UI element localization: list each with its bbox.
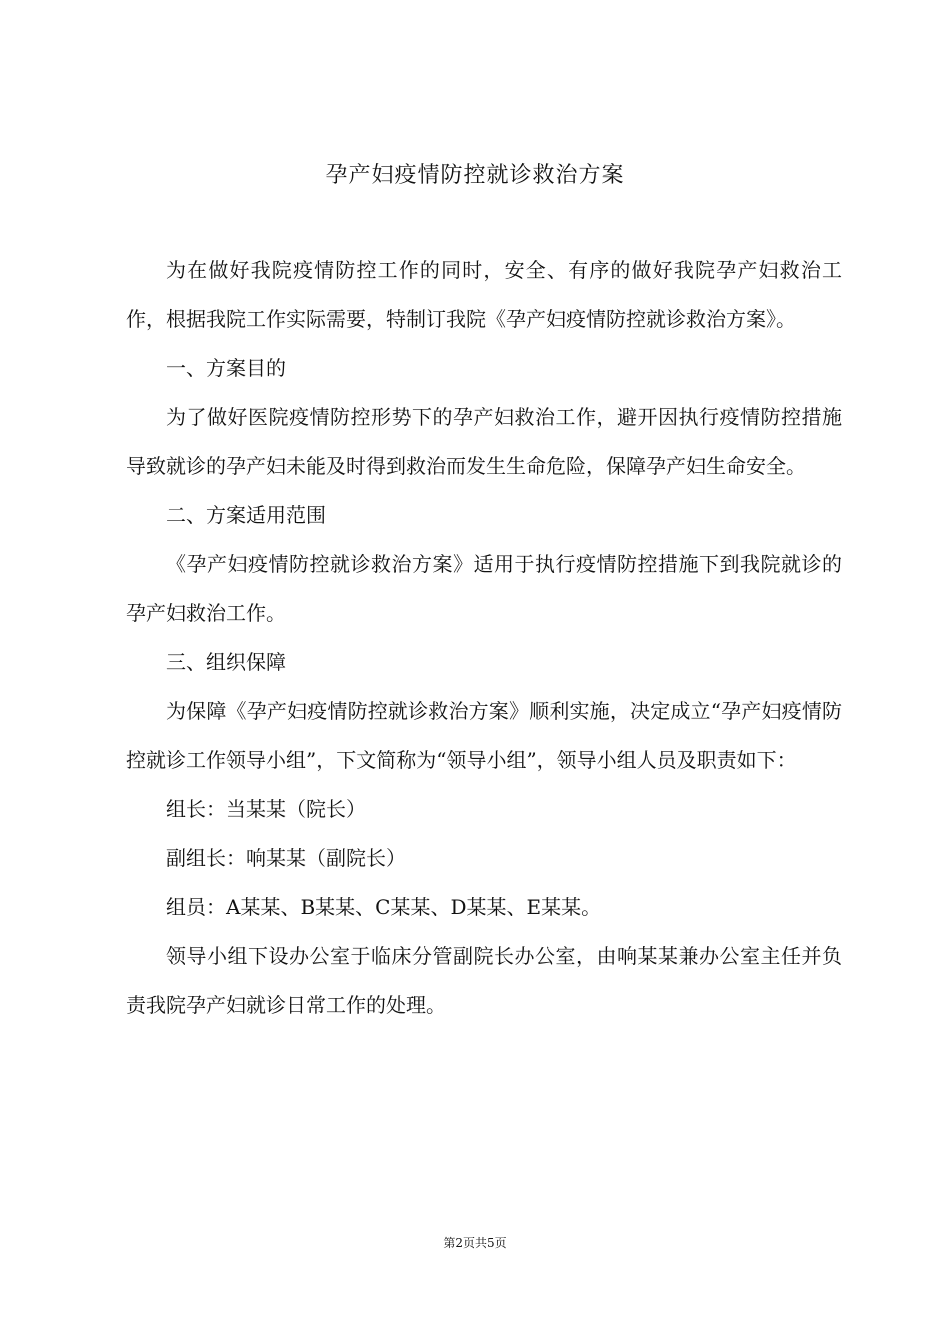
intro-paragraph: 为在做好我院疫情防控工作的同时，安全、有序的做好我院孕产妇救治工作，根据我院工作实际需要，特制订我院《孕产妇疫情防控就诊救治方案》。 <box>126 258 842 331</box>
deputy-leader-line: 副组长：响某某（副院长） <box>166 846 406 870</box>
document-body <box>126 246 842 1030</box>
section-heading-purpose: 一、方案目的 <box>166 356 286 380</box>
page-number-footer: 第2页共5页 <box>443 1236 507 1250</box>
members-line: 组员：A某某、B某某、C某某、D某某、E某某。 <box>166 895 602 919</box>
leader-line: 组长：当某某（院长） <box>166 797 366 821</box>
organization-paragraph: 为保障《孕产妇疫情防控就诊救治方案》顺利实施，决定成立“孕产妇疫情防控就诊工作领导小组”，下文简称为“领导小组”，领导小组人员及职责如下： <box>126 699 842 772</box>
scope-paragraph: 《孕产妇疫情防控就诊救治方案》适用于执行疫情防控措施下到我院就诊的孕产妇救治工作。 <box>126 552 842 625</box>
section-heading-organization: 三、组织保障 <box>166 650 286 674</box>
purpose-paragraph: 为了做好医院疫情防控形势下的孕产妇救治工作，避开因执行疫情防控措施导致就诊的孕产妇未能及时得到救治而发生生命危险，保障孕产妇生命安全。 <box>126 405 842 478</box>
office-paragraph: 领导小组下设办公室于临床分管副院长办公室，由响某某兼办公室主任并负责我院孕产妇就诊日常工作的处理。 <box>126 944 842 1017</box>
document-title: 孕产妇疫情防控就诊救治方案 <box>325 163 625 188</box>
section-heading-scope: 二、方案适用范围 <box>166 503 326 527</box>
